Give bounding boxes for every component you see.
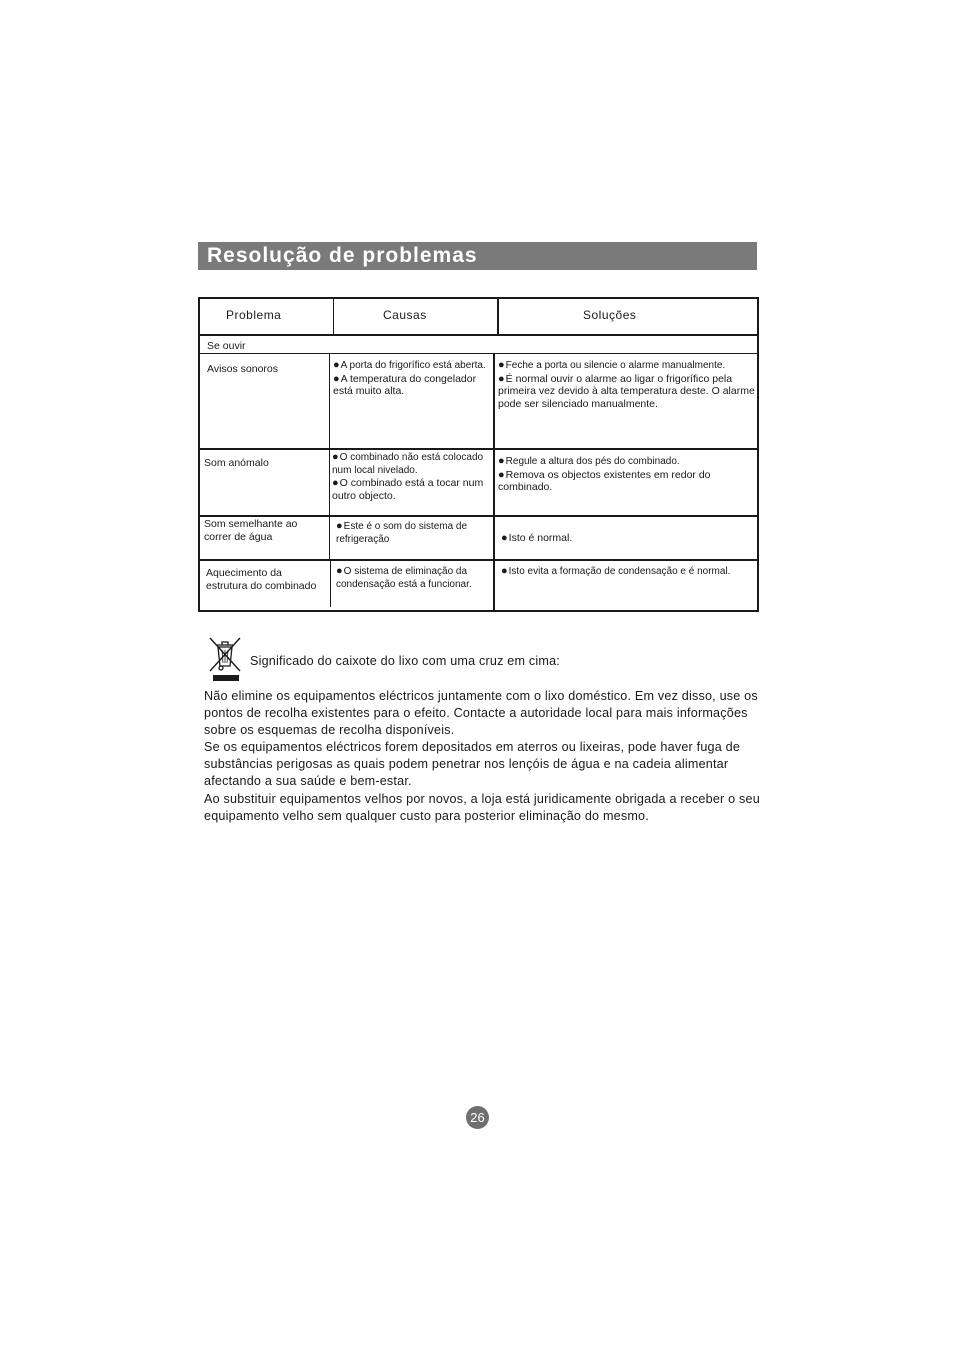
header-solutions: Soluções <box>583 308 637 322</box>
solution-item: ● Feche a porta ou silencie o alarme manualmente. <box>498 359 756 373</box>
problem-cell: Som anómalo <box>204 457 269 469</box>
title-bar <box>198 242 757 270</box>
solutions-cell <box>498 455 753 494</box>
column-divider <box>493 517 495 560</box>
weee-paragraph: Não elimine os equipamentos eléctricos juntamente com o lixo doméstico. Em vez disso, use os pontos de recolha existentes para o efeito. Contacte a autoridade local para mais informações sobre os esquemas de recolha disponíveis. <box>204 689 758 737</box>
cause-item: ● A temperatura do congelador está muito alta. <box>333 373 489 398</box>
problem-cell: Aquecimento da estrutura do combinado <box>206 567 317 592</box>
section-divider <box>200 353 757 354</box>
column-divider <box>329 354 330 449</box>
cause-item: ● O sistema de eliminação da condensação está a funcionar. <box>336 565 486 591</box>
cause-item: ● A porta do frigorífico está aberta. <box>333 359 489 373</box>
cause-item: ● Este é o som do sistema de refrigeração <box>336 520 491 546</box>
row-divider <box>200 515 757 517</box>
row-divider <box>200 448 757 450</box>
crossed-out-wheelie-bin-icon <box>207 635 243 683</box>
column-divider <box>333 299 334 335</box>
causes-cell <box>332 451 490 502</box>
solution-item: ● Isto evita a formação de condensação e é normal. <box>501 565 752 579</box>
header-divider <box>200 334 757 336</box>
header-causes: Causas <box>383 308 427 322</box>
page-title: Resolução de problemas <box>207 244 478 267</box>
solution-item: ● Regule a altura dos pés do combinado. <box>498 455 753 469</box>
weee-paragraph: Se os equipamentos eléctricos forem depositados em aterros ou lixeiras, pode haver fuga de substâncias perigosas as quais podem penetrar nos lençóis de água e na cadeia alimentar afectando a sua saúde e bem-estar. <box>204 740 741 788</box>
cause-item: ● O combinado está a tocar num outro objecto. <box>332 477 490 502</box>
causes-cell <box>336 565 486 591</box>
section-label: Se ouvir <box>207 340 246 352</box>
solutions-cell <box>501 565 752 579</box>
column-divider <box>493 561 495 610</box>
problem-cell: Som semelhante ao correr de água <box>204 518 298 543</box>
column-divider <box>329 450 330 516</box>
column-divider <box>497 299 499 335</box>
solution-item: ● É normal ouvir o alarme ao ligar o frigorífico pela primeira vez devido à alta temperatura deste. O alarme pode ser silenciado manualmente. <box>498 373 756 411</box>
solutions-cell <box>501 532 751 545</box>
header-problem: Problema <box>226 308 282 322</box>
column-divider <box>330 561 331 607</box>
column-divider <box>493 450 495 516</box>
weee-paragraph: Ao substituir equipamentos velhos por novos, a loja está juridicamente obrigada a receber o seu equipamento velho sem qualquer custo para posterior eliminação do mesmo. <box>204 792 760 823</box>
solution-item: ● Isto é normal. <box>501 532 751 545</box>
column-divider <box>493 354 495 449</box>
solutions-cell <box>498 359 756 410</box>
causes-cell <box>336 520 491 546</box>
bin-icon-caption: Significado do caixote do lixo com uma cruz em cima: <box>250 654 560 668</box>
problem-cell: Avisos sonoros <box>207 363 279 375</box>
troubleshooting-table <box>198 297 759 612</box>
page-number: 26 <box>466 1106 489 1129</box>
solution-item: ● Remova os objectos existentes em redor do combinado. <box>498 469 753 494</box>
cause-item: ● O combinado não está colocado num local nivelado. <box>332 451 490 477</box>
causes-cell <box>333 359 489 398</box>
column-divider <box>329 517 330 560</box>
row-divider <box>200 559 757 561</box>
